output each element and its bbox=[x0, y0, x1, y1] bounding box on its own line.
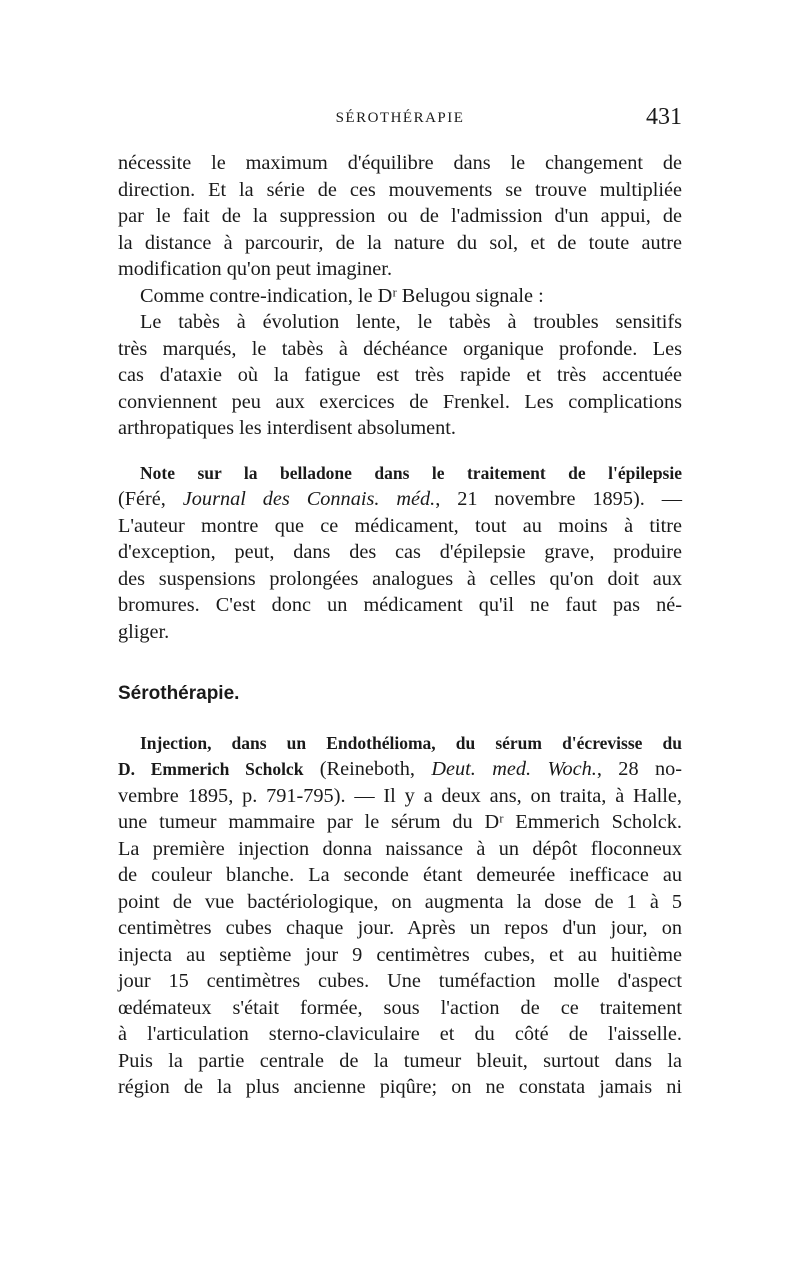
page-body bbox=[118, 150, 682, 1101]
note-title bbox=[118, 460, 682, 487]
paragraph-tabes bbox=[118, 309, 682, 442]
text-line: point de vue bactériologique, on augmenta la dose de 1 à 5 bbox=[118, 890, 682, 913]
note-reference bbox=[118, 486, 682, 513]
text-line: vembre 1895, p. 791-795). — Il y a deux ans, on traita, à Halle, bbox=[118, 784, 682, 807]
ref-close: , 28 no- bbox=[596, 758, 682, 780]
running-title: SÉROTHÉRAPIE bbox=[335, 110, 465, 126]
note-belladone bbox=[118, 460, 682, 646]
ref-open: (Féré, bbox=[118, 488, 183, 510]
article-title bbox=[118, 730, 682, 757]
article-reference bbox=[118, 756, 682, 783]
text-line: Le tabès à évolution lente, le tabès à troubles sensitifs bbox=[140, 311, 682, 333]
text-line: très marqués, le tabès à déchéance organique profonde. Les bbox=[118, 337, 682, 360]
text-line: d'exception, peut, dans des cas d'épilepsie grave, produire bbox=[118, 541, 682, 563]
running-head bbox=[118, 104, 682, 134]
text-line: la distance à parcourir, de la nature du sol, et de toute autre bbox=[118, 231, 682, 254]
text-line: bromures. C'est donc un médicament qu'il ne faut pas né- bbox=[118, 594, 682, 616]
ref-open: (Reineboth, bbox=[303, 758, 432, 780]
page-number: 431 bbox=[646, 104, 682, 130]
text-line: Puis la partie centrale de la tumeur bleuit, surtout dans la bbox=[118, 1049, 682, 1072]
text-line: direction. Et la série de ces mouvements se trouve multipliée bbox=[118, 178, 682, 201]
article-title-line1: Injection, dans un Endothélioma, du sérum d'écrevisse du bbox=[140, 732, 682, 753]
text-line: centimètres cubes chaque jour. Après un repos d'un jour, on bbox=[118, 917, 682, 939]
paragraph-contra-indication bbox=[118, 283, 682, 310]
text-line: arthropatiques les interdisent absolument. bbox=[118, 417, 456, 439]
article-injection bbox=[118, 730, 682, 1101]
journal-name: Journal des Connais. méd. bbox=[182, 488, 436, 510]
section-heading: Sérothérapie. bbox=[118, 683, 240, 704]
text-line: à l'articulation sterno-claviculaire et du côté de l'aisselle. bbox=[118, 1023, 682, 1045]
text-line: cas d'ataxie où la fatigue est très rapide et très accentuée bbox=[118, 364, 682, 386]
text-line: L'auteur montre que ce médicament, tout au moins à titre bbox=[118, 514, 682, 537]
text-line: gliger. bbox=[118, 620, 170, 643]
text-line: nécessite le maximum d'équilibre dans le changement de bbox=[118, 152, 682, 174]
ref-close: , 21 novembre 1895). — bbox=[435, 488, 682, 510]
text-line: conviennent peu aux exercices de Frenkel. Les complications bbox=[118, 390, 682, 413]
text-line: œdémateux s'était formée, sous l'action de ce traitement bbox=[118, 996, 682, 1019]
text-line: par le fait de la suppression ou de l'admission d'un appui, de bbox=[118, 205, 682, 227]
article-title-line2: D. Emmerich Scholck bbox=[118, 759, 304, 779]
text-line: La première injection donna naissance à un dépôt floconneux bbox=[118, 837, 682, 860]
text-line: une tumeur mammaire par le sérum du Dʳ Emmerich Scholck. bbox=[118, 811, 682, 833]
text-line: jour 15 centimètres cubes. Une tuméfaction molle d'aspect bbox=[118, 970, 682, 992]
text-line: injecta au septième jour 9 centimètres cubes, et au huitième bbox=[118, 943, 682, 966]
text-line: Comme contre-indication, le Dʳ Belugou signale : bbox=[140, 284, 544, 307]
paragraph-continued bbox=[118, 150, 682, 283]
journal-name: Deut. med. Woch. bbox=[431, 758, 597, 780]
text-line: modification qu'on peut imaginer. bbox=[118, 258, 393, 280]
text-line: des suspensions prolongées analogues à celles qu'on doit aux bbox=[118, 567, 682, 590]
text-line: de couleur blanche. La seconde étant demeurée inefficace au bbox=[118, 864, 682, 886]
text-line: région de la plus ancienne piqûre; on ne constata jamais ni bbox=[118, 1076, 682, 1098]
note-title-text: Note sur la belladone dans le traitement de l'épilepsie bbox=[140, 462, 682, 483]
